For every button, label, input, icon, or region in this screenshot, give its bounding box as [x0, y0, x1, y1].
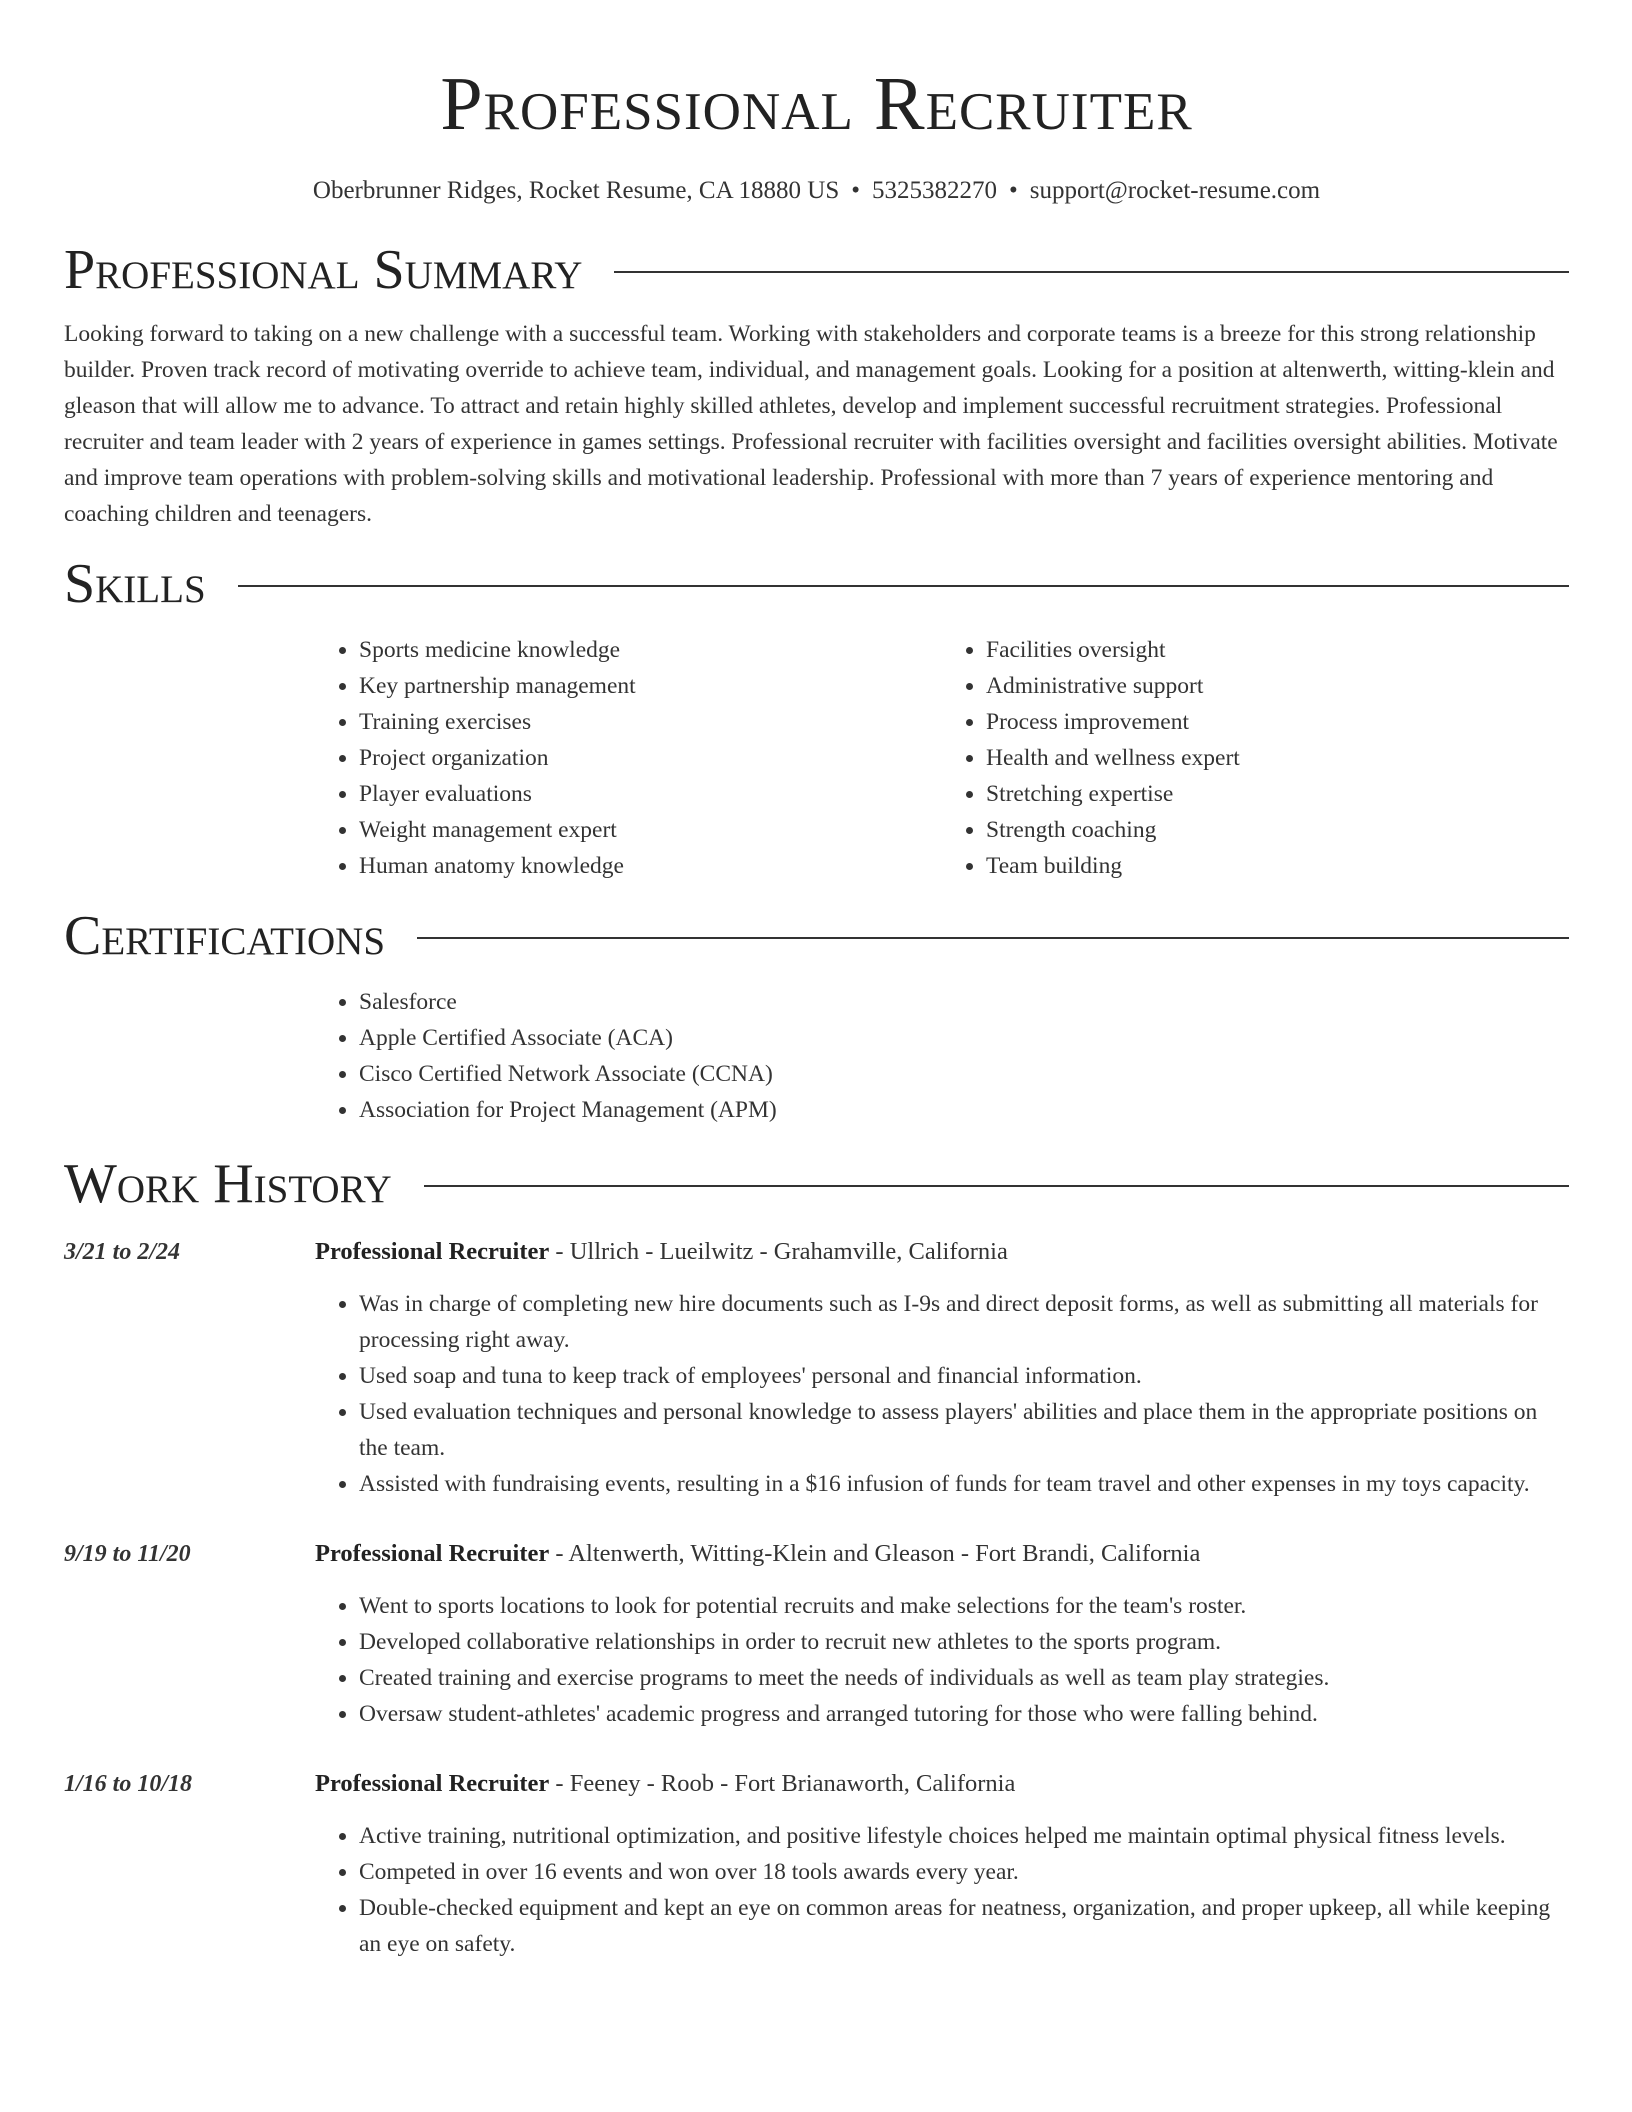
- job-employer-location: - Ullrich - Lueilwitz - Grahamville, California: [549, 1238, 1008, 1265]
- contact-separator: •: [851, 177, 861, 204]
- work-history-section-header: [64, 1152, 1569, 1216]
- skill-item: • Team building: [986, 848, 1569, 884]
- skill-item: • Health and wellness expert: [986, 740, 1569, 776]
- job-entry: [64, 1234, 1569, 1502]
- skill-item: • Process improvement: [986, 704, 1569, 740]
- job-title: Professional Recruiter: [315, 1238, 550, 1265]
- job-bullets: [315, 1588, 1569, 1732]
- job-title: Professional Recruiter: [315, 1540, 550, 1567]
- skill-item: • Strength coaching: [986, 812, 1569, 848]
- job-body: [315, 1536, 1569, 1732]
- certification-item: • Apple Certified Associate (ACA): [359, 1020, 1569, 1056]
- job-dates: 1/16 to 10/18: [64, 1771, 193, 1797]
- certifications-section-header: [64, 904, 1569, 968]
- contact-email: support@rocket-resume.com: [1029, 177, 1321, 204]
- skills-section-title: Skills: [64, 553, 206, 615]
- job-heading: [315, 1536, 1569, 1572]
- skill-item: • Facilities oversight: [986, 632, 1569, 668]
- contact-separator: •: [1009, 177, 1018, 204]
- job-bullet: • Created training and exercise programs to meet the needs of individuals as well as team play strategies.: [359, 1660, 1569, 1696]
- job-bullet: • Went to sports locations to look for potential recruits and make selections for the team's roster.: [359, 1588, 1569, 1624]
- job-dates: 3/21 to 2/24: [64, 1239, 181, 1265]
- section-divider: [238, 585, 1569, 587]
- summary-section-header: [64, 238, 1569, 302]
- certifications-list: [315, 984, 1569, 1128]
- contact-line: [64, 176, 1569, 206]
- work-history-section-title: Work History: [64, 1153, 392, 1215]
- certification-item: • Salesforce: [359, 984, 1569, 1020]
- summary-section-title: Professional Summary: [64, 239, 583, 301]
- certification-item: • Association for Project Management (APM): [359, 1092, 1569, 1128]
- job-bullet: • Used soap and tuna to keep track of employees' personal and financial information.: [359, 1358, 1569, 1394]
- job-bullet: • Used evaluation techniques and personal knowledge to assess players' abilities and place them in the appropriate positions on the team.: [359, 1394, 1569, 1466]
- skill-item: • Administrative support: [986, 668, 1569, 704]
- job-entry: [64, 1766, 1569, 1962]
- job-title: Professional Recruiter: [315, 1770, 550, 1797]
- job-bullets: [315, 1286, 1569, 1502]
- job-bullet: • Was in charge of completing new hire documents such as I-9s and direct deposit forms, as well as submitting all materials for processing right away.: [359, 1286, 1569, 1358]
- section-divider: [417, 937, 1569, 939]
- skills-section-header: [64, 552, 1569, 616]
- skills-column-left: [315, 632, 942, 884]
- skill-item: • Training exercises: [359, 704, 942, 740]
- job-bullet: • Competed in over 16 events and won over 18 tools awards every year.: [359, 1854, 1569, 1890]
- job-employer-location: - Feeney - Roob - Fort Brianaworth, California: [549, 1770, 1016, 1797]
- job-bullet: • Double-checked equipment and kept an eye on common areas for neatness, organization, and proper upkeep, all while keeping an eye on safety.: [359, 1890, 1569, 1962]
- skill-item: • Player evaluations: [359, 776, 942, 812]
- summary-text: Looking forward to taking on a new challenge with a successful team. Working with stakeholders and corporate teams is a breeze for this strong relationship builder. Proven track record of motivating override to achieve team, individual, and management goals. Looking for a position at altenwerth, witting-klein and gleason that will allow me to advance. To attract and retain highly skilled athletes, develop and implement successful recruitment strategies. Professional recruiter and team leader with 2 years of experience in games settings. Professional recruiter with facilities oversight and facilities oversight abilities. Motivate and improve team operations with problem-solving skills and motivational leadership. Professional with more than 7 years of experience mentoring and coaching children and teenagers.: [64, 321, 1558, 527]
- job-bullet: • Active training, nutritional optimization, and positive lifestyle choices helped me maintain optimal physical fitness levels.: [359, 1818, 1569, 1854]
- section-divider: [424, 1185, 1569, 1187]
- job-body: [315, 1234, 1569, 1502]
- job-bullet: • Oversaw student-athletes' academic progress and arranged tutoring for those who were falling behind.: [359, 1696, 1569, 1732]
- job-bullets: [315, 1818, 1569, 1962]
- job-entry: [64, 1536, 1569, 1732]
- job-employer-location: - Altenwerth, Witting-Klein and Gleason - Fort Brandi, California: [549, 1540, 1201, 1567]
- section-divider: [614, 271, 1569, 273]
- job-heading: [315, 1766, 1569, 1802]
- job-dates: 9/19 to 11/20: [64, 1541, 191, 1567]
- contact-phone: 5325382270: [872, 177, 998, 204]
- resume-name: Professional Recruiter: [440, 62, 1193, 146]
- skill-item: • Stretching expertise: [986, 776, 1569, 812]
- contact-address: Oberbrunner Ridges, Rocket Resume, CA 18880 US: [312, 177, 840, 204]
- job-body: [315, 1766, 1569, 1962]
- job-bullet: • Assisted with fundraising events, resulting in a $16 infusion of funds for team travel and other expenses in my toys capacity.: [359, 1466, 1569, 1502]
- skills-list: [315, 632, 1569, 884]
- certifications-section-title: Certifications: [64, 905, 386, 967]
- job-heading: [315, 1234, 1569, 1270]
- skill-item: • Human anatomy knowledge: [359, 848, 942, 884]
- certification-item: • Cisco Certified Network Associate (CCNA): [359, 1056, 1569, 1092]
- skill-item: • Project organization: [359, 740, 942, 776]
- skill-item: • Weight management expert: [359, 812, 942, 848]
- skill-item: • Sports medicine knowledge: [359, 632, 942, 668]
- skill-item: • Key partnership management: [359, 668, 942, 704]
- job-bullet: • Developed collaborative relationships in order to recruit new athletes to the sports program.: [359, 1624, 1569, 1660]
- skills-column-right: [942, 632, 1569, 884]
